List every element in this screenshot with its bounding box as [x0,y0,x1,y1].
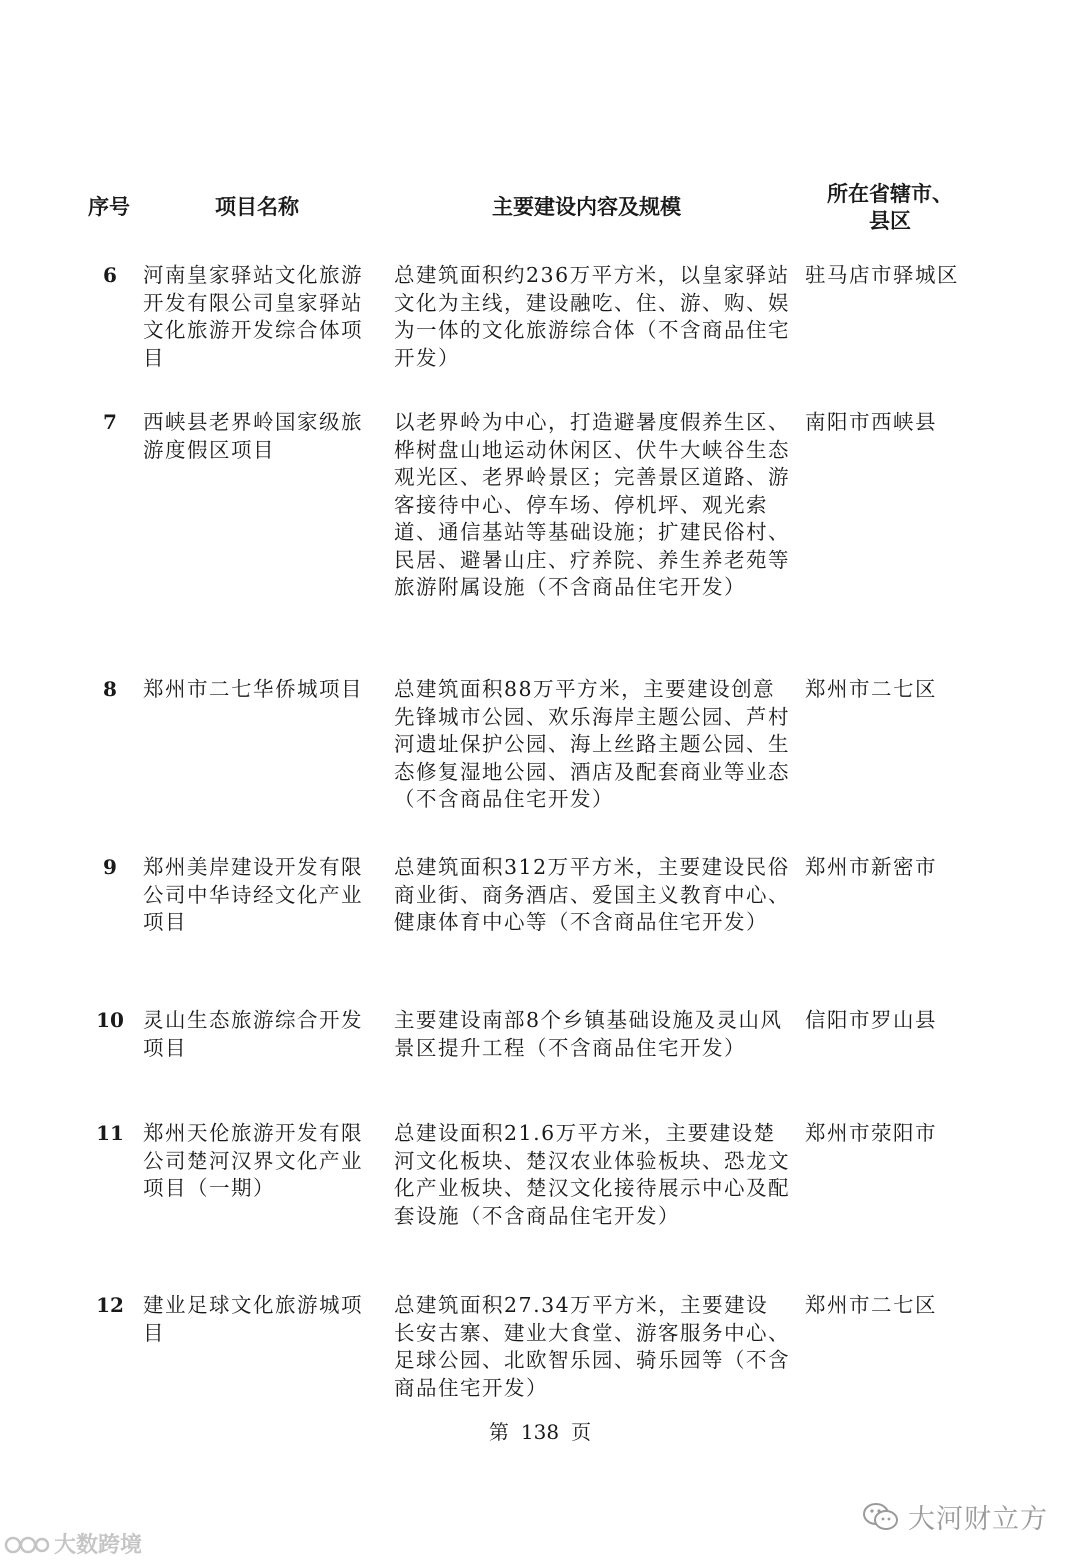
header-location-line2: 县区 [869,208,911,233]
watermark-wechat [862,1497,1048,1536]
project-description: 总建筑面积27.34万平方米，主要建设长安古寨、建业大食堂、游客服务中心、足球公园、北欧智乐园、骑乐园等（不含商品住宅开发） [394,1293,790,1400]
project-description: 总建筑面积约236万平方米，以皇家驿站文化为主线，建设融吃、住、游、购、娱为一体的文化旅游综合体（不含商品住宅开发） [394,263,790,370]
row-number: 11 [96,1121,124,1145]
project-location: 信阳市罗山县 [805,1008,937,1032]
row-number: 12 [96,1293,124,1317]
project-description: 总建筑面积88万平方米，主要建设创意先锋城市公园、欢乐海岸主题公园、芦村河遗址保护公园、海上丝路主题公园、生态修复湿地公园、酒店及配套商业等业态（不含商品住宅开发） [394,677,790,811]
project-description: 以老界岭为中心，打造避暑度假养生区、桦树盘山地运动休闲区、伏牛大峡谷生态观光区、老界岭景区；完善景区道路、游客接待中心、停车场、停机坪、观光索道、通信基站等基础设施；扩建民俗村、民居、避暑山庄、疗养院、养生养老苑等旅游附属设施（不含商品住宅开发） [394,410,790,599]
project-location: 郑州市新密市 [805,855,937,879]
row-number: 8 [103,677,117,701]
project-description: 总建设面积21.6万平方米，主要建设楚河文化板块、楚汉农业体验板块、恐龙文化产业板块、楚汉文化接待展示中心及配套设施（不含商品住宅开发） [394,1121,790,1228]
project-name: 郑州美岸建设开发有限公司中华诗经文化产业项目 [143,855,363,934]
project-name: 河南皇家驿站文化旅游开发有限公司皇家驿站文化旅游开发综合体项目 [143,263,363,370]
header-project-name: 项目名称 [215,194,299,219]
project-name: 建业足球文化旅游城项目 [143,1293,363,1345]
project-name: 灵山生态旅游综合开发项目 [143,1008,363,1060]
project-name: 西峡县老界岭国家级旅游度假区项目 [143,410,363,462]
project-name: 郑州市二七华侨城项目 [143,677,363,701]
page-number-prefix: 第 [488,1420,509,1444]
project-name: 郑州天伦旅游开发有限公司楚河汉界文化产业项目（一期） [143,1121,363,1200]
project-location: 南阳市西峡县 [805,410,937,434]
project-location: 驻马店市驿城区 [805,263,959,287]
header-location [822,180,958,234]
page-number-value: 138 [520,1420,560,1444]
watermark-weibo-text: 大数跨境 [54,1533,143,1558]
project-description: 主要建设南部8个乡镇基础设施及灵山风景区提升工程（不含商品住宅开发） [394,1008,783,1060]
page-number-suffix: 页 [571,1420,592,1444]
watermark-weibo [4,1528,142,1559]
row-number: 6 [103,263,117,287]
row-number: 7 [103,410,117,434]
page-number [0,1416,1080,1445]
row-number: 9 [103,855,117,879]
watermark-wechat-text: 大河财立方 [908,1504,1048,1535]
weibo-icon [4,1531,50,1557]
header-construction-content: 主要建设内容及规模 [492,194,681,219]
project-description: 总建筑面积312万平方米，主要建设民俗商业街、商务酒店、爱国主义教育中心、健康体育中心等（不含商品住宅开发） [394,855,790,934]
project-location: 郑州市荥阳市 [805,1121,937,1145]
wechat-icon [862,1501,900,1533]
project-location: 郑州市二七区 [805,1293,937,1317]
project-location: 郑州市二七区 [805,677,937,701]
header-location-line1: 所在省辖市、 [827,181,953,206]
row-number: 10 [96,1008,124,1032]
header-serial-number: 序号 [88,194,130,219]
